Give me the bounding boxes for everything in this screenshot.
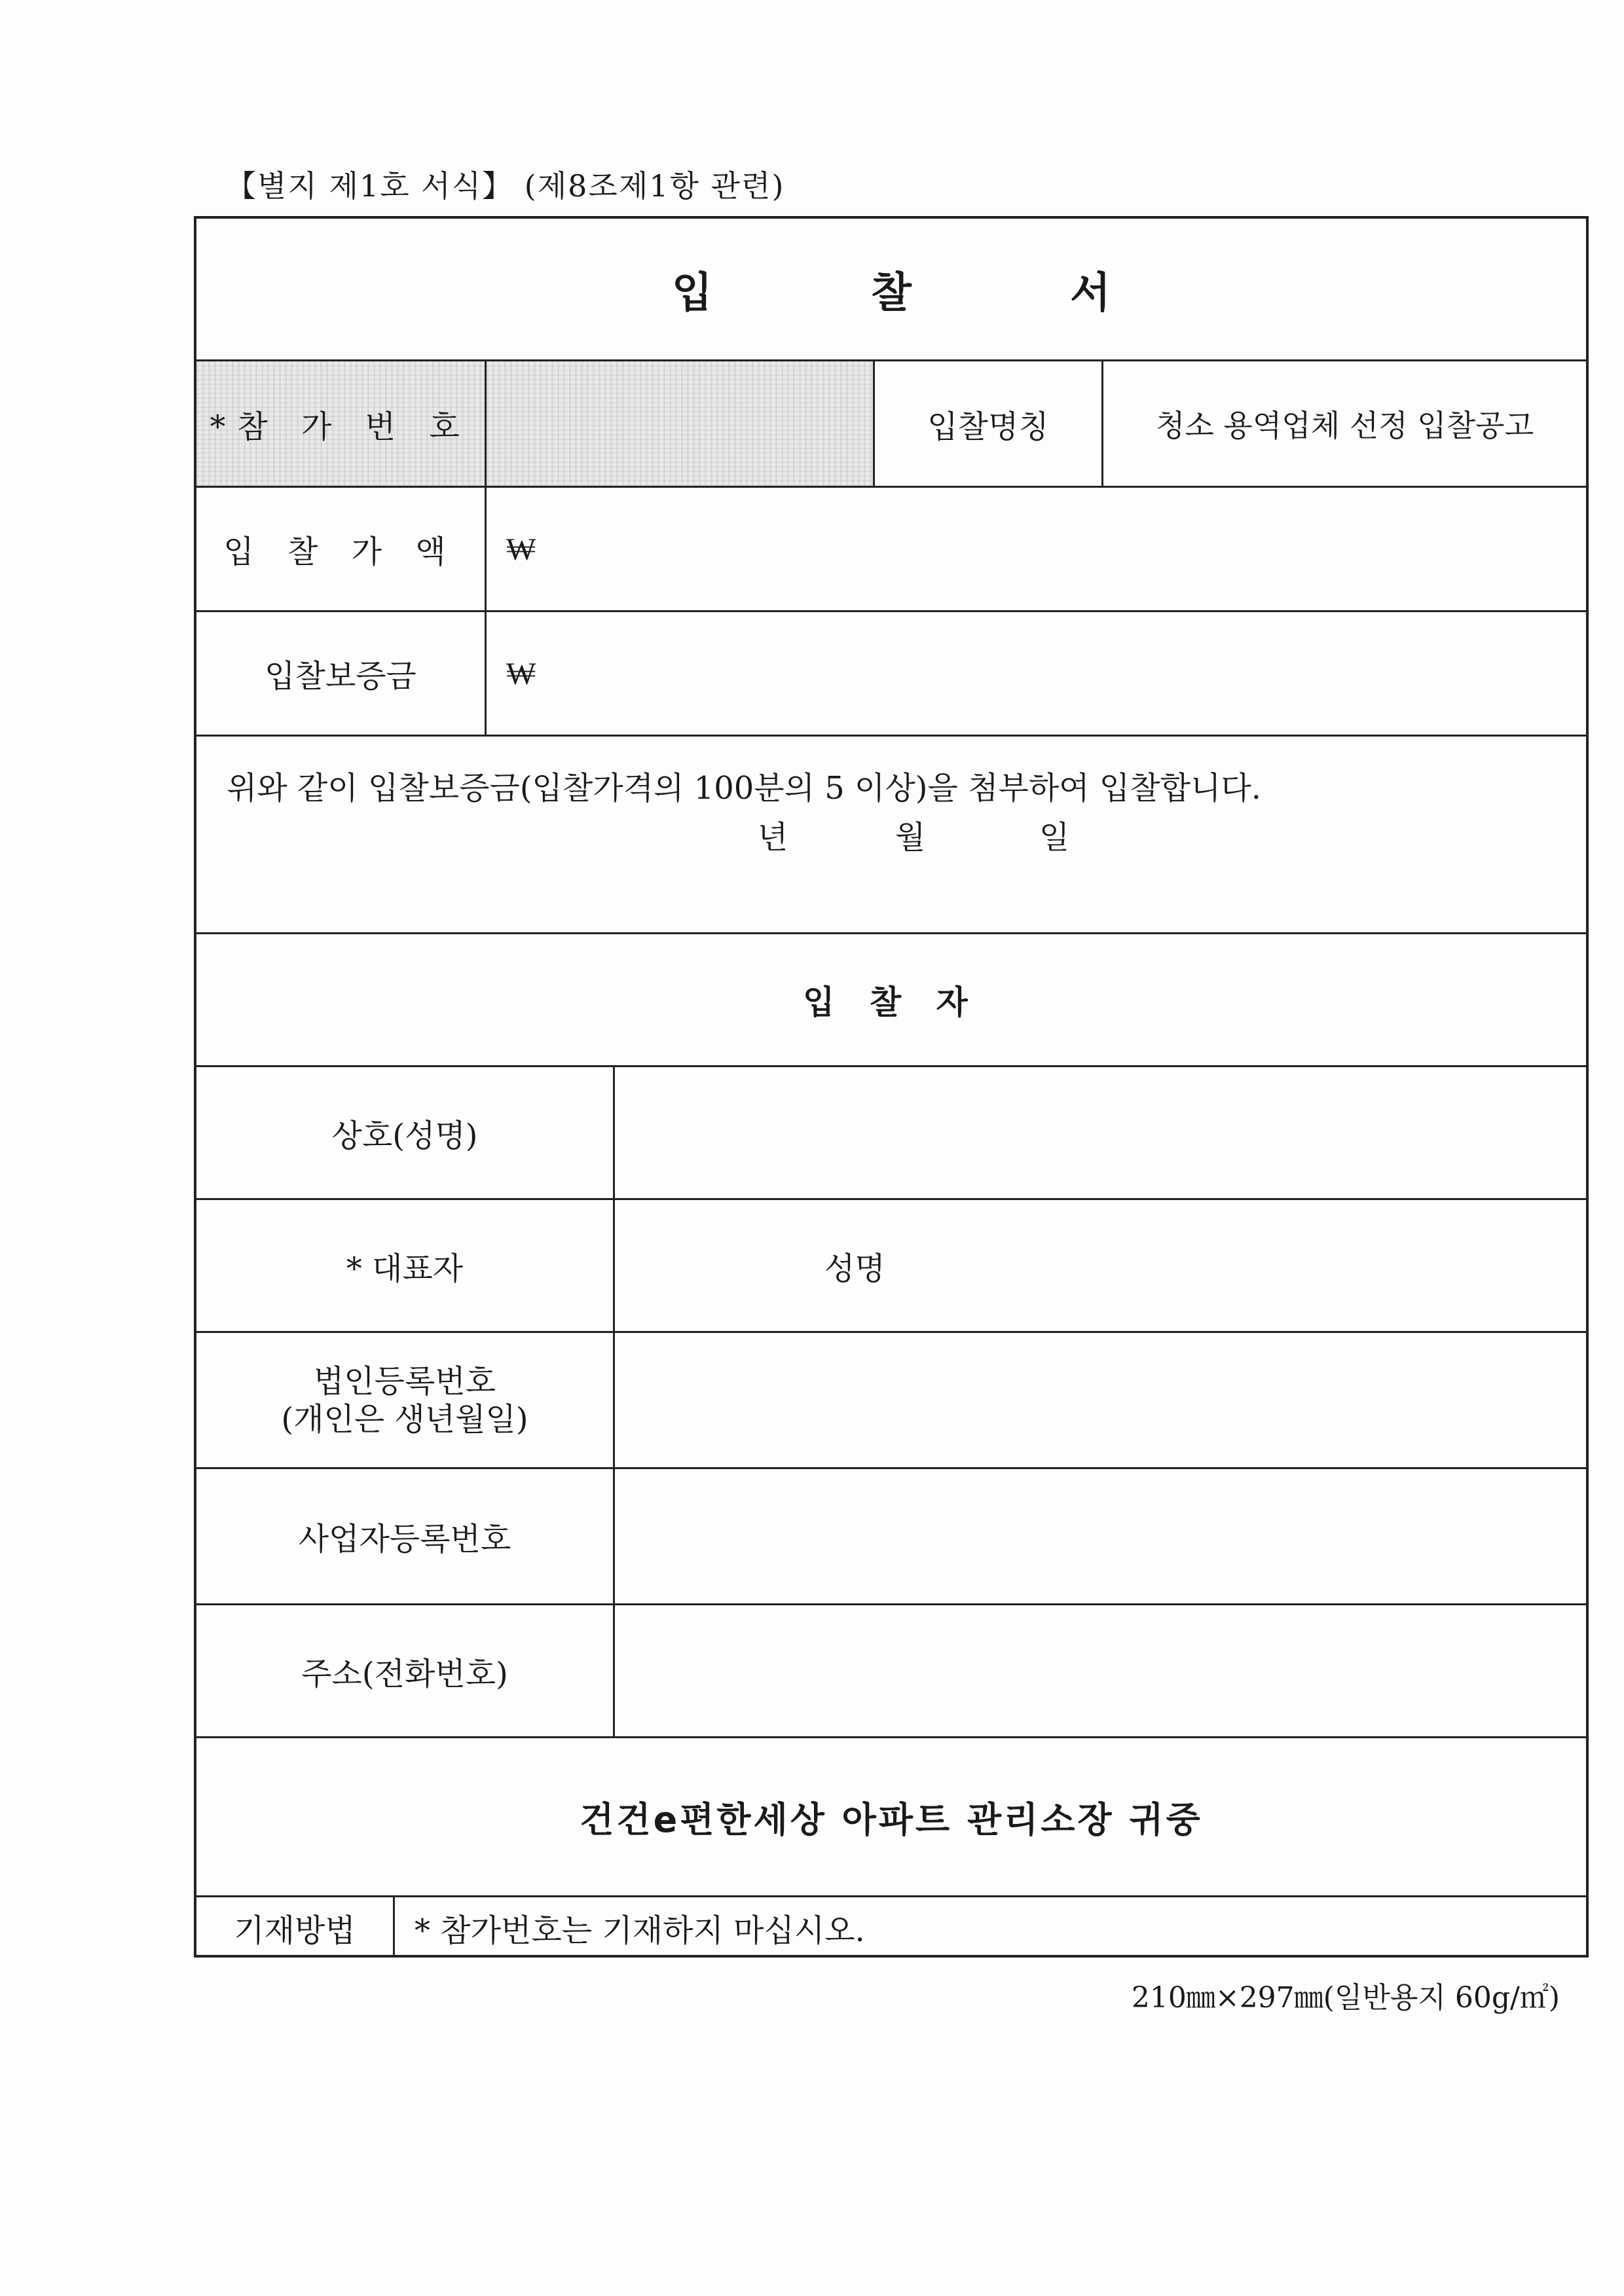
corporate-registration-field[interactable] [615,1333,1586,1467]
bid-form [194,216,1589,1958]
date-year: 년 [757,818,788,856]
participant-number-field[interactable] [487,361,873,486]
bidder-section-title: 입 찰 자 [803,983,980,1021]
currency-symbol: ₩ [506,530,536,568]
representative-name-field[interactable] [615,1200,1586,1331]
company-name-field[interactable] [615,1067,1586,1198]
date-month: 월 [895,818,926,856]
bid-name-label: 입찰명칭 [927,408,1049,445]
bid-price-field[interactable] [487,488,1586,610]
representative-label: * 대표자 [346,1250,464,1287]
address-field[interactable] [615,1605,1586,1736]
bid-deposit-field[interactable] [487,612,1586,735]
participant-number-label: *참 가 번 호 [196,361,485,486]
business-registration-field[interactable] [615,1469,1586,1603]
corporate-registration-label [196,1333,613,1467]
bid-price-label: 입 찰 가 액 [223,534,458,570]
addressee: 건건e편한세상 아파트 관리소장 귀중 [580,1798,1203,1840]
paper-size-note: 210㎜×297㎜(일반용지 60g/㎡) [1131,1981,1560,2014]
address-label: 주소(전화번호) [301,1655,508,1692]
corporate-registration-label-line2: (개인은 생년월일) [281,1400,528,1438]
statement-text: 위와 같이 입찰보증금(입찰가격의 100분의 5 이상)을 첨부하여 입찰합니다. [227,769,1261,807]
company-name-label: 상호(성명) [331,1117,478,1154]
business-registration-label: 사업자등록번호 [298,1521,511,1558]
date-day: 일 [1039,818,1070,856]
bid-deposit-label: 입찰보증금 [265,658,416,695]
instructions-text: * 참가번호는 기재하지 마십시오. [415,1912,865,1949]
corporate-registration-label-line1: 법인등록번호 [313,1362,496,1400]
divider [196,735,1586,737]
representative-name-label: 성명 [824,1250,885,1287]
form-title: 입 찰 서 [671,268,1183,318]
currency-symbol: ₩ [506,655,536,692]
bid-name-value: 청소 용역업체 선정 입찰공고 [1155,408,1534,443]
instructions-label: 기재방법 [234,1912,356,1949]
form-reference-note: 【별지 제1호 서식】 (제8조제1항 관련) [226,168,785,204]
